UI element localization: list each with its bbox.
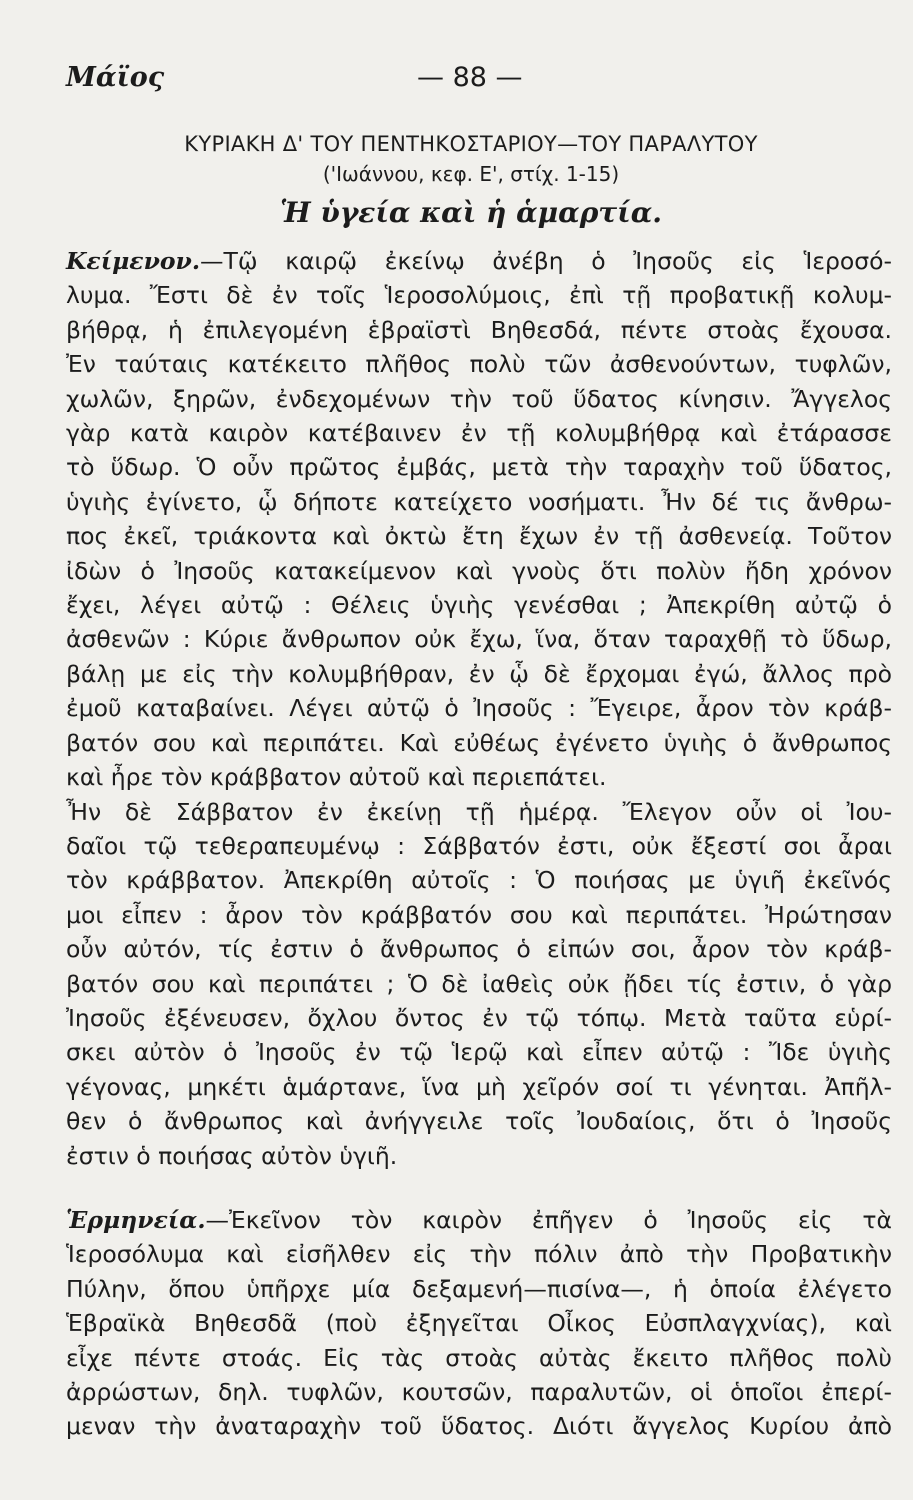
- text-line: ἔχει, λέγει αὐτῷ : Θέλεις ὑγιὴς γενέσθαι ; Ἀπεκρίθη αὐτῷ ὁ: [66, 591, 892, 620]
- scripture-reference: ('Ιωάννου, κεφ. Ε', στίχ. 1-15): [322, 162, 620, 186]
- text-line: θεν ὁ ἄνθρωπος καὶ ἀνήγγειλε τοῖς Ἰουδαίοις, ὅτι ὁ Ἰησοῦς: [66, 1107, 892, 1136]
- text-line: οὖν αὐτόν, τίς ἐστιν ὁ ἄνθρωπος ὁ εἰπών σοι, ἆρον τὸν κράβ-: [66, 935, 892, 964]
- text-lead: Κείμενον.: [66, 247, 201, 275]
- interpretation-line: ἀρρώστων, δηλ. τυφλῶν, κουτσῶν, παραλυτῶν, οἱ ὁποῖοι ἐπερί-: [66, 1378, 892, 1407]
- text-line: πος ἐκεῖ, τριάκοντα καὶ ὀκτὼ ἔτη ἔχων ἐν τῇ ἀσθενείᾳ. Τοῦτον: [66, 522, 892, 551]
- text-line: δαῖοι τῷ τεθεραπευμένῳ : Σάββατόν ἐστι, οὐκ ἔξεστί σοι ἆραι: [66, 831, 892, 860]
- text-line: λυμα. Ἔστι δὲ ἐν τοῖς Ἱεροσολύμοις, ἐπὶ τῇ προβατικῇ κολυμ-: [66, 281, 892, 310]
- text-line: γέγονας, μηκέτι ἁμάρτανε, ἵνα μὴ χεῖρόν σοί τι γένηται. Ἀπῆλ-: [66, 1072, 892, 1101]
- interpretation-lead: Ἑρμηνεία.: [66, 1206, 206, 1234]
- text-line: σκει αὐτὸν ὁ Ἰησοῦς ἐν τῷ Ἱερῷ καὶ εἶπεν αὐτῷ : Ἴδε ὑγιὴς: [66, 1038, 892, 1067]
- text-line: ἐμοῦ καταβαίνει. Λέγει αὐτῷ ὁ Ἰησοῦς : Ἔγειρε, ἆρον τὸν κράβ-: [66, 694, 892, 723]
- running-head: [66, 62, 873, 102]
- text-line: βάλῃ με εἰς τὴν κολυμβήθραν, ἐν ᾧ δὲ ἔρχομαι ἐγώ, ἄλλος πρὸ: [66, 659, 892, 688]
- text-line: ἐστιν ὁ ποιήσας αὐτὸν ὑγιῆ.: [66, 1141, 398, 1170]
- page-number: — 88 —: [417, 62, 523, 93]
- interpretation-line: Ἑρμηνεία.—Ἐκεῖνον τὸν καιρὸν ἐπῆγεν ὁ Ἰησοῦς εἰς τὰ: [66, 1206, 892, 1234]
- text-line: Κείμενον.—Τῷ καιρῷ ἐκείνῳ ἀνέβη ὁ Ἰησοῦς εἰς Ἱεροσό-: [66, 247, 892, 275]
- scripture-text: [66, 244, 892, 1173]
- text-line: ἀσθενῶν : Κύριε ἄνθρωπον οὐκ ἔχω, ἵνα, ὅταν ταραχθῇ τὸ ὕδωρ,: [66, 625, 892, 654]
- interpretation-line: Ἱεροσόλυμα καὶ εἰσῆλθεν εἰς τὴν πόλιν ἀπὸ τὴν Προβατικὴν: [66, 1240, 892, 1269]
- text-line: μοι εἶπεν : ἆρον τὸν κράββατόν σου καὶ περιπάτει. Ἠρώτησαν: [66, 900, 892, 929]
- text-line: τὸ ὕδωρ. Ὁ οὖν πρῶτος ἐμβάς, μετὰ τὴν ταραχὴν τοῦ ὕδατος,: [66, 453, 892, 482]
- text-line: Ἐν ταύταις κατέκειτο πλῆθος πολὺ τῶν ἀσθενούντων, τυφλῶν,: [66, 350, 892, 379]
- text-line: Ἰησοῦς ἐξένευσεν, ὄχλου ὄντος ἐν τῷ τόπῳ. Μετὰ ταῦτα εὑρί-: [66, 1003, 892, 1032]
- text-line: βήθρᾳ, ἡ ἐπιλεγομένη ἑβραϊστὶ Βηθεσδά, πέντε στοὰς ἔχουσα.: [66, 315, 892, 344]
- text-line: καὶ ἦρε τὸν κράββατον αὐτοῦ καὶ περιεπάτει.: [66, 763, 607, 792]
- interpretation-line: εἶχε πέντε στοάς. Εἰς τὰς στοὰς αὐτὰς ἔκειτο πλῆθος πολὺ: [66, 1343, 892, 1372]
- interpretation-text: [66, 1203, 892, 1444]
- interpretation-line: Ἑβραϊκὰ Βηθεσδᾶ (ποὺ ἐξηγεῖται Οἶκος Εὐσπλαγχνίας), καὶ: [66, 1309, 892, 1338]
- text-line: χωλῶν, ξηρῶν, ἐνδεχομένων τὴν τοῦ ὕδατος κίνησιν. Ἄγγελος: [66, 384, 892, 413]
- text-line: βατόν σου καὶ περιπάτει ; Ὁ δὲ ἰαθεὶς οὐκ ᾔδει τίς ἐστιν, ὁ γὰρ: [66, 969, 892, 998]
- text-line: γὰρ κατὰ καιρὸν κατέβαινεν ἐν τῇ κολυμβήθρᾳ καὶ ἐτάρασσε: [66, 419, 892, 448]
- interpretation-line: Πύλην, ὅπου ὑπῆρχε μία δεξαμενή—πισίνα—, ἡ ὁποία ἐλέγετο: [66, 1274, 892, 1303]
- text-line: ἰδὼν ὁ Ἰησοῦς κατακείμενον καὶ γνοὺς ὅτι πολὺν ἤδη χρόνον: [66, 556, 892, 585]
- running-head-month: Μάϊος: [66, 62, 165, 93]
- text-line: ὑγιὴς ἐγίνετο, ᾧ δήποτε κατείχετο νοσήματι. Ἦν δέ τις ἄνθρω-: [66, 487, 892, 516]
- text-line: τὸν κράββατον. Ἀπεκρίθη αὐτοῖς : Ὁ ποιήσας με ὑγιῆ ἐκεῖνός: [66, 866, 892, 895]
- sunday-heading: ΚΥΡΙΑΚΗ Δ' ΤΟΥ ΠΕΝΤΗΚΟΣΤΑΡΙΟΥ—ΤΟΥ ΠΑΡΑΛΥΤΟΥ: [184, 132, 758, 156]
- text-line: Ἦν δὲ Σάββατον ἐν ἐκείνῃ τῇ ἡμέρᾳ. Ἔλεγον οὖν οἱ Ἰου-: [66, 797, 892, 826]
- interpretation-line: μεναν τὴν ἀναταραχὴν τοῦ ὕδατος. Διότι ἄγγελος Κυρίου ἀπὸ: [66, 1412, 892, 1441]
- text-line: βατόν σου καὶ περιπάτει. Καὶ εὐθέως ἐγένετο ὑγιὴς ὁ ἄνθρωπος: [66, 728, 892, 757]
- topic-title: Ἡ ὑγεία καὶ ἡ ἁμαρτία.: [280, 196, 662, 229]
